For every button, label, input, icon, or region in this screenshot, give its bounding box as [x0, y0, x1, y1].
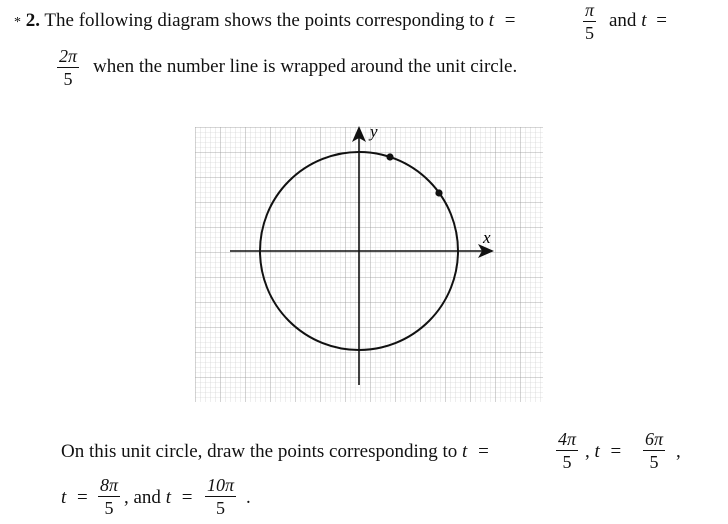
x-axis-label: x: [483, 228, 491, 247]
t-variable: t: [641, 10, 647, 31]
equals-sign: =: [656, 10, 667, 31]
problem-intro: The following diagram shows the points corresponding to: [44, 10, 484, 31]
task-line-1-end: [676, 441, 681, 463]
fraction-denominator: 5: [104, 498, 114, 518]
t-variable: t: [594, 441, 600, 462]
equals-sign: =: [478, 441, 489, 462]
fraction-denominator: 5: [216, 498, 226, 518]
fraction-denominator: 5: [649, 452, 659, 472]
comma: ,: [676, 441, 681, 462]
and-word: and: [609, 10, 637, 31]
task-line-2-mid: [124, 487, 192, 509]
and-word: and: [133, 487, 161, 508]
fraction-10pi-over-5: [205, 475, 236, 518]
fraction-8pi-over-5: [98, 475, 120, 518]
fraction-denominator: 5: [562, 452, 572, 472]
equals-sign: =: [504, 10, 516, 31]
comma: ,: [124, 487, 129, 508]
fraction-bar: [643, 450, 665, 451]
y-axis-label: y: [370, 122, 378, 141]
fraction-numerator: 2π: [59, 46, 78, 66]
star-marker: *: [14, 15, 21, 30]
equals-sign: =: [181, 487, 193, 508]
fraction-bar: [556, 450, 578, 451]
task-text: On this unit circle, draw the points corresponding to: [61, 441, 458, 462]
fraction-bar: [205, 496, 236, 497]
point-t-pi-over-5: [435, 189, 442, 196]
task-line-2: [61, 487, 88, 509]
problem-number: 2.: [25, 10, 40, 31]
grid: [195, 127, 543, 402]
equals-sign: =: [610, 441, 622, 462]
t-variable: t: [462, 441, 468, 462]
task-line-2-end: [246, 487, 251, 509]
fraction-4pi-over-5: [556, 429, 578, 472]
t-variable: t: [61, 487, 67, 508]
equals-sign: =: [77, 487, 88, 508]
task-line-1-mid: [585, 441, 621, 463]
problem-intro-end: when the number line is wrapped around the unit circle.: [93, 56, 518, 77]
t-variable: t: [488, 10, 495, 31]
fraction-bar: [98, 496, 120, 497]
period: .: [246, 487, 251, 508]
fraction-numerator: 8π: [100, 475, 119, 495]
fraction-numerator: 10π: [207, 475, 235, 495]
fraction-denominator: 5: [63, 69, 73, 89]
comma: ,: [585, 441, 590, 462]
fraction-numerator: π: [585, 0, 595, 20]
fraction-numerator: 4π: [558, 429, 577, 449]
task-line-1: [61, 441, 495, 463]
fraction-6pi-over-5: [643, 429, 665, 472]
fraction-numerator: 6π: [645, 429, 664, 449]
point-t-2pi-over-5: [386, 153, 393, 160]
fraction-denominator: 5: [585, 23, 595, 43]
t-variable: t: [165, 487, 171, 508]
